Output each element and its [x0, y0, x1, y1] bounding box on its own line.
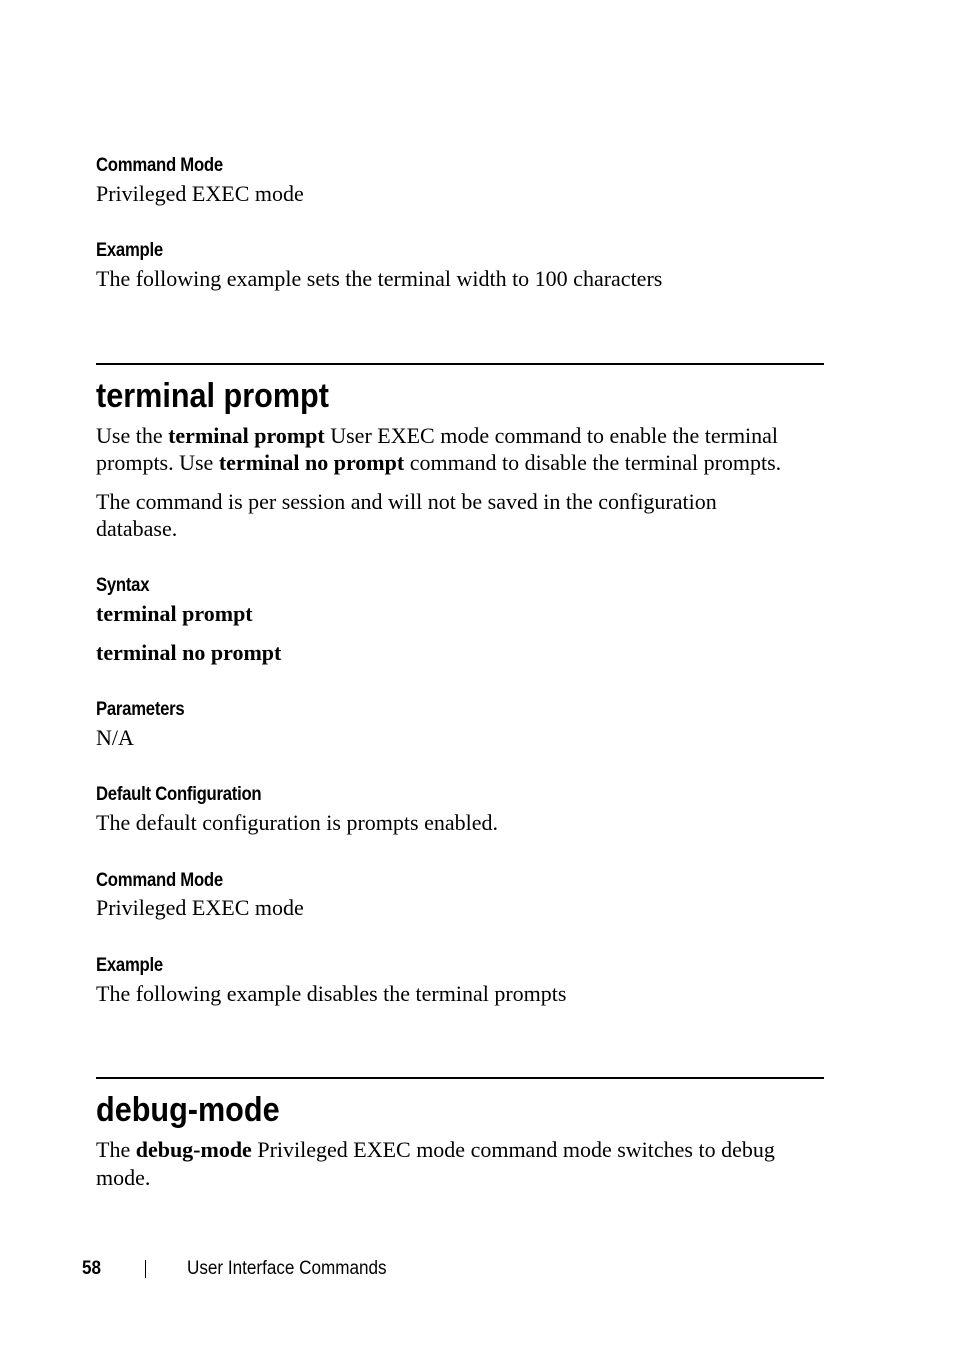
syntax-heading: Syntax: [96, 575, 150, 596]
terminal-prompt-description-line-2: prompts. Use terminal no prompt command to disable the terminal prompts.: [96, 450, 782, 475]
command-name: debug-mode: [135, 1137, 252, 1162]
default-configuration-heading: Default Configuration: [96, 784, 262, 805]
command-name: terminal no prompt: [218, 450, 405, 475]
example-text: The following example sets the terminal width to 100 characters: [96, 266, 663, 291]
example-heading: Example: [96, 240, 163, 261]
debug-mode-description-line-1: The debug-mode Privileged EXEC mode command mode switches to debug: [96, 1137, 775, 1162]
section-title-debug-mode: debug-mode: [96, 1091, 280, 1129]
terminal-prompt-description-line-1: Use the terminal prompt User EXEC mode command to enable the terminal: [96, 423, 779, 448]
example-text: The following example disables the terminal prompts: [96, 981, 567, 1006]
footer-section-title: User Interface Commands: [187, 1258, 387, 1279]
parameters-heading: Parameters: [96, 699, 185, 720]
section-divider: [96, 1077, 824, 1079]
command-mode-text: Privileged EXEC mode: [96, 895, 304, 920]
page-number: 58: [82, 1258, 102, 1279]
debug-mode-description-line-2: mode.: [96, 1165, 151, 1190]
command-mode-heading: Command Mode: [96, 155, 223, 176]
parameters-text: N/A: [96, 725, 134, 750]
command-mode-text: Privileged EXEC mode: [96, 181, 304, 206]
terminal-prompt-note-line-2: database.: [96, 516, 178, 541]
section-title-terminal-prompt: terminal prompt: [96, 377, 329, 415]
command-name: terminal prompt: [168, 423, 325, 448]
syntax-line: terminal no prompt: [96, 640, 282, 665]
syntax-line: terminal prompt: [96, 601, 253, 626]
command-mode-heading: Command Mode: [96, 870, 223, 891]
default-configuration-text: The default configuration is prompts enabled.: [96, 810, 498, 835]
terminal-prompt-note-line-1: The command is per session and will not be saved in the configuration: [96, 489, 717, 514]
footer-separator: [145, 1260, 146, 1278]
example-heading: Example: [96, 955, 163, 976]
section-divider: [96, 363, 824, 365]
